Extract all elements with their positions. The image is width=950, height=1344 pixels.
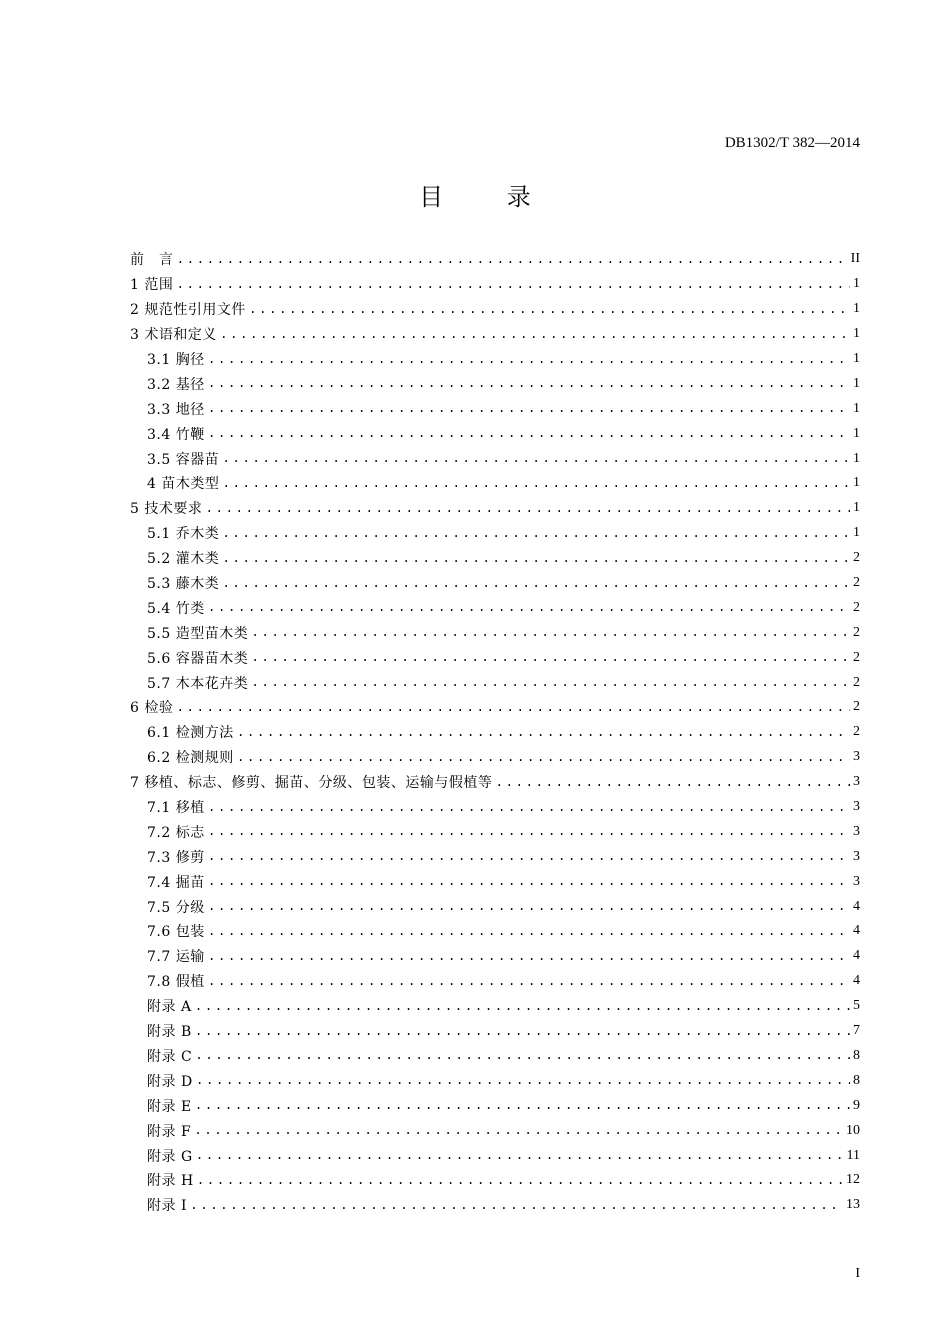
- toc-entry[interactable]: [130, 1168, 860, 1193]
- toc-entry[interactable]: [130, 595, 860, 620]
- document-code: DB1302/T 382—2014: [724, 135, 860, 151]
- toc-entry-label: 3.4 竹鞭: [147, 426, 205, 443]
- toc-entry-label: 附录 C: [147, 1048, 193, 1065]
- toc-entry-label: 5.1 乔木类: [147, 526, 220, 543]
- toc-entry-label: 6.2 检测规则: [147, 750, 234, 767]
- toc-entry-page: 1: [853, 326, 860, 342]
- toc-entry-label: 5.4 竹类: [147, 600, 205, 617]
- toc-dot-leader: [222, 476, 850, 491]
- toc-dot-leader: [495, 775, 850, 790]
- toc-entry[interactable]: [130, 1044, 860, 1069]
- toc-entry[interactable]: [130, 521, 860, 546]
- toc-entry-label: 3.3 地径: [147, 401, 205, 418]
- toc-dot-leader: [220, 327, 850, 342]
- toc-entry-page: 11: [846, 1147, 860, 1163]
- toc-entry[interactable]: [130, 645, 860, 670]
- toc-entry-label: 附录 B: [147, 1024, 192, 1041]
- toc-entry-label: 3.1 胸径: [147, 352, 205, 368]
- toc-entry[interactable]: [130, 297, 860, 322]
- toc-dot-leader: [208, 352, 850, 367]
- toc-dot-leader: [196, 1148, 844, 1163]
- toc-entry-page: 1: [853, 450, 860, 466]
- toc-dot-leader: [222, 551, 850, 566]
- toc-dot-leader: [208, 849, 850, 864]
- toc-entry-page: 3: [853, 873, 860, 889]
- toc-entry-page: 2: [853, 550, 860, 566]
- toc-entry-label: 附录 E: [147, 1098, 192, 1115]
- toc-entry[interactable]: [130, 1093, 860, 1118]
- toc-entry-label: 附录 H: [147, 1173, 194, 1190]
- toc-dot-leader: [196, 1073, 850, 1088]
- toc-entry-page: 3: [853, 823, 860, 839]
- toc-entry-label: 7.8 假植: [147, 974, 205, 991]
- toc-dot-leader: [197, 1173, 843, 1188]
- toc-dot-leader: [208, 974, 850, 989]
- table-of-contents: [130, 247, 860, 1218]
- toc-entry[interactable]: [130, 620, 860, 645]
- toc-dot-leader: [195, 1098, 850, 1113]
- toc-entry[interactable]: [130, 919, 860, 944]
- toc-entry-label: 7.1 移植: [147, 800, 205, 817]
- toc-entry-page: 3: [853, 799, 860, 815]
- toc-entry-page: 4: [853, 898, 860, 914]
- toc-entry[interactable]: [130, 745, 860, 770]
- toc-entry-label: 3.5 容器苗: [147, 451, 220, 468]
- toc-entry[interactable]: [130, 894, 860, 919]
- toc-dot-leader: [251, 650, 850, 665]
- toc-entry-page: 4: [853, 923, 860, 939]
- toc-entry[interactable]: [130, 795, 860, 820]
- toc-entry-page: 1: [853, 425, 860, 441]
- toc-dot-leader: [177, 252, 848, 267]
- toc-entry-label: 7.7 运输: [147, 949, 205, 966]
- toc-entry-page: 12: [846, 1172, 860, 1188]
- toc-entry[interactable]: [130, 322, 860, 347]
- toc-entry-page: 9: [853, 1097, 860, 1113]
- toc-entry-label: 7.4 掘苗: [147, 874, 205, 891]
- toc-entry-page: II: [850, 251, 860, 267]
- toc-entry-label: 4 苗木类型: [147, 476, 220, 493]
- toc-entry-page: 2: [853, 575, 860, 591]
- toc-entry[interactable]: [130, 396, 860, 421]
- toc-entry-label: 5.7 木本花卉类: [147, 675, 249, 692]
- toc-entry-page: 1: [853, 351, 860, 366]
- toc-entry[interactable]: [130, 1068, 860, 1093]
- toc-entry-page: 8: [853, 1047, 860, 1063]
- toc-entry[interactable]: [130, 720, 860, 745]
- toc-entry[interactable]: [130, 446, 860, 471]
- toc-entry-label: 6 检验: [130, 700, 174, 717]
- toc-dot-leader: [237, 750, 850, 765]
- toc-entry[interactable]: [130, 695, 860, 720]
- toc-entry-label: 附录 F: [147, 1123, 192, 1140]
- toc-dot-leader: [190, 1198, 843, 1213]
- toc-entry[interactable]: [130, 1193, 860, 1218]
- toc-dot-leader: [208, 899, 850, 914]
- toc-dot-leader: [208, 800, 850, 815]
- toc-dot-leader: [194, 1123, 843, 1138]
- toc-entry-label: 附录 G: [147, 1148, 193, 1165]
- toc-entry[interactable]: [130, 869, 860, 894]
- toc-entry-label: 附录 D: [147, 1073, 193, 1090]
- toc-entry[interactable]: [130, 1143, 860, 1168]
- toc-entry[interactable]: [130, 347, 860, 372]
- toc-dot-leader: [195, 1024, 850, 1039]
- toc-entry-page: 1: [853, 400, 860, 416]
- toc-entry-label: 5 技术要求: [130, 501, 203, 518]
- toc-entry-label: 5.3 藤木类: [147, 576, 220, 593]
- toc-dot-leader: [208, 401, 850, 416]
- toc-entry[interactable]: [130, 571, 860, 596]
- toc-entry[interactable]: [130, 546, 860, 571]
- toc-entry[interactable]: [130, 819, 860, 844]
- toc-entry-page: 1: [853, 301, 860, 317]
- toc-entry-page: 4: [853, 973, 860, 989]
- toc-dot-leader: [205, 501, 850, 516]
- toc-dot-leader: [176, 700, 850, 715]
- toc-entry-page: 7: [853, 1023, 860, 1039]
- toc-dot-leader: [222, 526, 850, 541]
- toc-entry[interactable]: [130, 969, 860, 994]
- toc-entry-page: 1: [853, 475, 860, 491]
- toc-dot-leader: [237, 725, 850, 740]
- toc-entry-page: 1: [853, 500, 860, 516]
- toc-entry[interactable]: [130, 844, 860, 869]
- toc-dot-leader: [195, 1048, 850, 1063]
- toc-entry[interactable]: [130, 496, 860, 521]
- toc-dot-leader: [208, 949, 850, 964]
- toc-entry-label: 7.6 包装: [147, 924, 205, 941]
- toc-entry-label: 5.2 灌木类: [147, 551, 220, 568]
- toc-entry[interactable]: [130, 994, 860, 1019]
- toc-entry-label: 2 规范性引用文件: [130, 302, 246, 319]
- page-title: 目 录: [419, 183, 559, 211]
- toc-entry-page: 4: [853, 948, 860, 964]
- toc-dot-leader: [208, 924, 850, 939]
- page-number: I: [855, 1266, 860, 1281]
- toc-entry-label: 6.1 检测方法: [147, 725, 234, 742]
- toc-dot-leader: [195, 999, 850, 1014]
- toc-entry-label: 附录 I: [147, 1198, 187, 1215]
- toc-dot-leader: [208, 824, 850, 839]
- toc-dot-leader: [208, 426, 850, 441]
- toc-entry[interactable]: [130, 471, 860, 496]
- toc-dot-leader: [251, 675, 850, 690]
- toc-entry-label: 3.2 基径: [147, 376, 205, 393]
- toc-entry[interactable]: [130, 770, 860, 795]
- toc-entry[interactable]: [130, 944, 860, 969]
- toc-entry-label: 3 术语和定义: [130, 327, 217, 344]
- toc-entry[interactable]: [130, 272, 860, 297]
- toc-entry[interactable]: [130, 247, 860, 272]
- toc-entry-page: 1: [853, 525, 860, 541]
- toc-entry-page: 2: [853, 699, 860, 715]
- toc-dot-leader: [176, 277, 850, 292]
- toc-entry[interactable]: [130, 1118, 860, 1143]
- toc-entry-page: 1: [853, 375, 860, 391]
- toc-entry-page: 2: [853, 724, 860, 740]
- toc-entry[interactable]: [130, 670, 860, 695]
- toc-dot-leader: [249, 302, 850, 317]
- toc-entry-label: 7.2 标志: [147, 824, 205, 841]
- toc-entry-label: 5.5 造型苗木类: [147, 625, 249, 642]
- toc-entry-page: 2: [853, 599, 860, 615]
- toc-entry-page: 10: [846, 1122, 860, 1138]
- toc-entry-page: 3: [853, 774, 860, 790]
- toc-dot-leader: [208, 600, 850, 615]
- toc-entry-label: 7 移植、标志、修剪、掘苗、分级、包装、运输与假植等: [130, 775, 493, 792]
- toc-entry[interactable]: [130, 421, 860, 446]
- toc-entry[interactable]: [130, 371, 860, 396]
- toc-entry-label: 前 言: [130, 252, 174, 269]
- toc-dot-leader: [222, 576, 850, 591]
- toc-entry-page: 2: [853, 674, 860, 690]
- toc-dot-leader: [208, 376, 850, 391]
- toc-dot-leader: [222, 451, 850, 466]
- toc-entry-label: 7.5 分级: [147, 899, 205, 916]
- toc-entry-page: 3: [853, 848, 860, 864]
- toc-entry-page: 13: [846, 1197, 860, 1213]
- toc-entry-page: 5: [853, 998, 860, 1014]
- toc-entry-page: 2: [853, 649, 860, 665]
- toc-entry-label: 5.6 容器苗木类: [147, 650, 249, 667]
- toc-dot-leader: [251, 625, 850, 640]
- toc-entry-page: 1: [853, 276, 860, 292]
- toc-entry[interactable]: [130, 1019, 860, 1044]
- toc-entry-label: 附录 A: [147, 999, 192, 1016]
- toc-dot-leader: [208, 874, 850, 889]
- toc-entry-page: 2: [853, 624, 860, 640]
- toc-entry-label: 7.3 修剪: [147, 849, 205, 866]
- toc-entry-label: 1 范围: [130, 277, 174, 294]
- toc-entry-page: 3: [853, 749, 860, 765]
- toc-entry-page: 8: [853, 1072, 860, 1088]
